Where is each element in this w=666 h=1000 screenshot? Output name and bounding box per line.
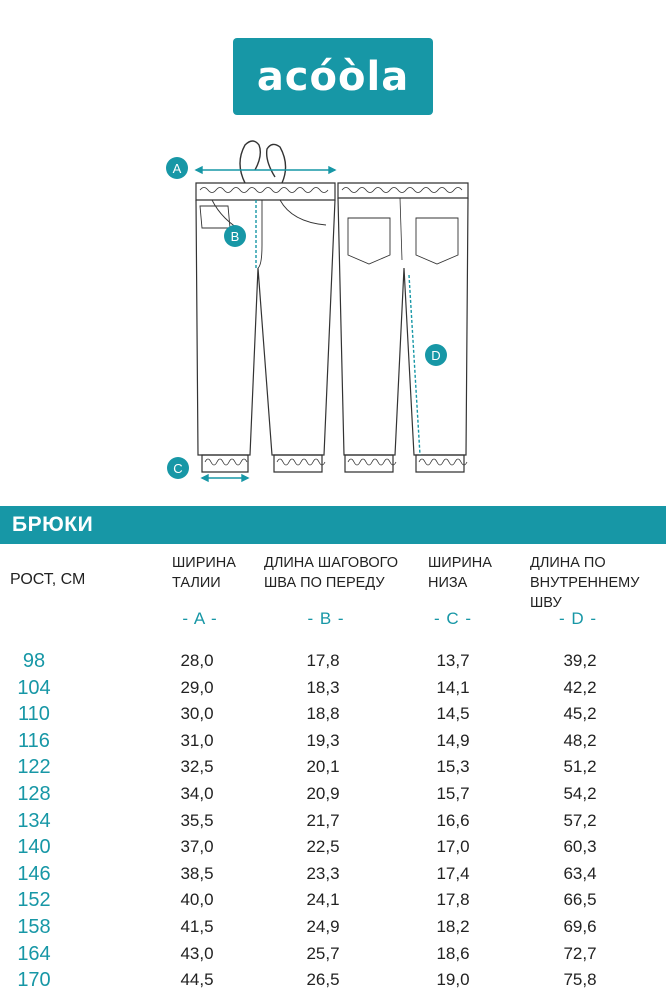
marker-d-label: D: [431, 348, 441, 363]
column-code-a: - A -: [182, 609, 218, 628]
back-right-pocket: [416, 218, 458, 264]
column-header-d-line1: ДЛИНА ПО: [530, 555, 606, 571]
height-cell: 152: [17, 889, 51, 912]
inseam-cell: 63,4: [563, 863, 597, 883]
table-row: [0, 754, 666, 781]
front-rise-cell: 26,5: [306, 970, 340, 990]
table-row: [0, 941, 666, 968]
column-code-c: - C -: [433, 609, 473, 628]
hem-width-cell: 17,8: [436, 890, 470, 910]
height-cell: 104: [17, 676, 51, 699]
inseam-cell: 69,6: [563, 916, 597, 936]
inseam-cell: 48,2: [563, 730, 597, 750]
column-header-a-line2: ТАЛИИ: [172, 575, 221, 591]
front-rise-cell: 19,3: [306, 730, 340, 750]
inseam-cell: 51,2: [563, 757, 597, 777]
inseam-cell: 66,5: [563, 890, 597, 910]
hem-width-cell: 14,9: [436, 730, 470, 750]
hem-width-cell: 17,0: [436, 837, 470, 857]
waist-width-cell: 31,0: [180, 730, 214, 750]
table-row: [0, 887, 666, 914]
table-row: [0, 675, 666, 702]
height-cell: 158: [17, 915, 51, 938]
front-right-pocket: [280, 200, 326, 225]
marker-b-label: B: [230, 229, 240, 244]
table-row: [0, 648, 666, 675]
front-rise-cell: 20,1: [306, 757, 340, 777]
height-cell: 164: [17, 942, 51, 965]
height-cell: 140: [17, 836, 51, 859]
marker-d: [425, 344, 447, 366]
marker-a: [166, 157, 188, 179]
waist-width-cell: 30,0: [180, 704, 214, 724]
section-title: БРЮКИ: [12, 513, 94, 536]
height-cell: 146: [17, 862, 51, 885]
inseam-cell: 45,2: [563, 704, 597, 724]
front-fly: [258, 200, 262, 268]
back-right-cuff: [416, 455, 464, 472]
table-row: [0, 701, 666, 728]
column-code-d: - D -: [558, 609, 598, 628]
height-cell: 170: [17, 969, 51, 992]
size-table-body: [0, 648, 666, 994]
column-header-c-line2: НИЗА: [428, 575, 468, 591]
hem-width-cell: 18,6: [436, 943, 470, 963]
waist-width-cell: 28,0: [180, 651, 214, 670]
inseam-cell: 39,2: [563, 651, 597, 670]
column-header-b: [264, 553, 398, 593]
front-rise-cell: 18,3: [306, 677, 340, 697]
column-header-b-line1: ДЛИНА ШАГОВОГО: [264, 555, 398, 571]
back-left-pocket: [348, 218, 390, 264]
marker-b: [224, 225, 246, 247]
height-cell: 122: [17, 756, 51, 779]
waist-width-cell: 43,0: [180, 943, 214, 963]
waist-width-cell: 41,5: [180, 916, 214, 936]
logo-text: acóòla: [256, 53, 410, 100]
height-cell: 128: [17, 782, 51, 805]
hem-width-cell: 15,7: [436, 783, 470, 803]
waist-width-cell: 29,0: [180, 677, 214, 697]
column-header-a: [172, 553, 236, 593]
inseam-cell: 54,2: [563, 783, 597, 803]
height-cell: 110: [18, 703, 50, 726]
hem-width-cell: 18,2: [436, 916, 470, 936]
marker-a-label: A: [172, 161, 182, 176]
front-rise-cell: 24,9: [306, 916, 340, 936]
brand-logo: [233, 38, 433, 115]
waist-width-cell: 35,5: [180, 810, 214, 830]
waist-width-cell: 44,5: [180, 970, 214, 990]
front-rise-cell: 25,7: [306, 943, 340, 963]
waist-width-cell: 37,0: [180, 837, 214, 857]
front-rise-cell: 18,8: [306, 704, 340, 724]
table-row: [0, 861, 666, 888]
back-body-outline: [338, 198, 468, 455]
table-row: [0, 728, 666, 755]
front-right-cuff: [274, 455, 322, 472]
hem-width-cell: 14,1: [436, 677, 470, 697]
height-cell: 116: [18, 729, 50, 752]
hem-width-cell: 16,6: [436, 810, 470, 830]
inseam-cell: 72,7: [563, 943, 597, 963]
column-header-a-line1: ШИРИНА: [172, 555, 236, 571]
column-code-b: - B -: [307, 609, 345, 628]
inseam-cell: 60,3: [563, 837, 597, 857]
front-waistband: [196, 183, 335, 200]
back-left-cuff: [345, 455, 393, 472]
front-drawstring: [240, 141, 286, 183]
waist-width-cell: 32,5: [180, 757, 214, 777]
waist-width-cell: 40,0: [180, 890, 214, 910]
inseam-cell: 42,2: [563, 677, 597, 697]
height-cell: 98: [22, 650, 46, 672]
table-row: [0, 834, 666, 861]
table-row: [0, 808, 666, 835]
column-header-c: [428, 553, 492, 593]
waist-width-cell: 34,0: [180, 783, 214, 803]
table-row: [0, 967, 666, 994]
hem-width-cell: 15,3: [436, 757, 470, 777]
column-header-b-line2: ШВА ПО ПЕРЕДУ: [264, 575, 385, 591]
front-body-outline: [196, 200, 335, 455]
inseam-cell: 75,8: [563, 970, 597, 990]
hem-width-cell: 14,5: [436, 704, 470, 724]
table-row: [0, 914, 666, 941]
table-row: [0, 781, 666, 808]
measure-line-d: [409, 275, 420, 455]
front-rise-cell: 23,3: [306, 863, 340, 883]
front-waistband-ruffle: [200, 188, 328, 193]
marker-c-label: C: [173, 461, 183, 476]
column-header-d-line2: ВНУТРЕННЕМУ ШВУ: [530, 575, 640, 611]
column-header-d: [530, 553, 666, 613]
section-title-bar: [0, 506, 666, 544]
height-column-header: РОСТ, СМ: [10, 571, 86, 588]
front-rise-cell: 22,5: [306, 837, 340, 857]
inseam-cell: 57,2: [563, 810, 597, 830]
front-rise-cell: 24,1: [306, 890, 340, 910]
front-rise-cell: 21,7: [306, 810, 340, 830]
hem-width-cell: 19,0: [436, 970, 470, 990]
trousers-diagram: [0, 130, 666, 500]
waist-width-cell: 38,5: [180, 863, 214, 883]
column-header-c-line1: ШИРИНА: [428, 555, 492, 571]
front-rise-cell: 20,9: [306, 783, 340, 803]
front-rise-cell: 17,8: [306, 651, 340, 670]
hem-width-cell: 17,4: [436, 863, 470, 883]
marker-c: [167, 457, 189, 479]
front-left-cuff: [202, 455, 248, 472]
height-cell: 134: [17, 809, 51, 832]
hem-width-cell: 13,7: [436, 651, 470, 670]
